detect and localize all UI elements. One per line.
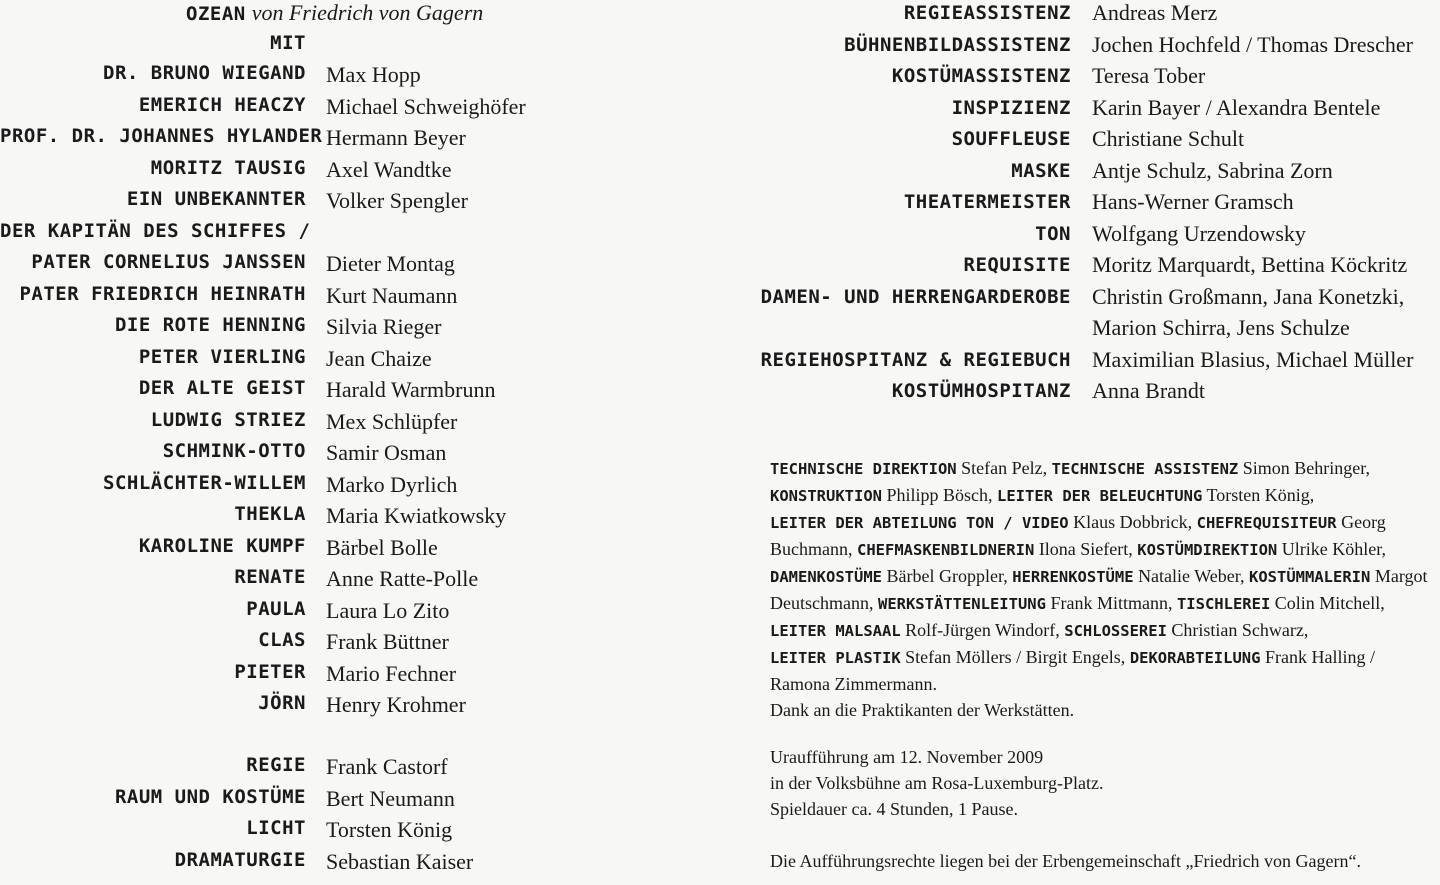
cast-role: RENATE bbox=[234, 566, 306, 588]
staff-row bbox=[700, 250, 1440, 282]
tech-role: KOSTÜMMALERIN bbox=[1249, 568, 1371, 586]
staff-role: REGIEHOSPITANZ & REGIEBUCH bbox=[760, 348, 1071, 371]
cast-actor: Volker Spengler bbox=[326, 188, 468, 213]
tech-name: Stefan Pelz, bbox=[961, 458, 1048, 478]
staff-name: Christin Großmann, Jana Konetzki, bbox=[1092, 283, 1405, 309]
staff-name: Karin Bayer / Alexandra Bentele bbox=[1092, 94, 1381, 120]
tech-role: LEITER PLASTIK bbox=[770, 649, 901, 667]
cast-row bbox=[0, 405, 1440, 437]
tech-role: LEITER MALSAAL bbox=[770, 622, 901, 640]
staff-row bbox=[700, 376, 1440, 408]
staff-name: Marion Schirra, Jens Schulze bbox=[1092, 315, 1350, 340]
staff-name: Teresa Tober bbox=[1092, 63, 1206, 88]
cast-role: EMERICH HEACZY bbox=[138, 93, 306, 116]
cast-role: PATER FRIEDRICH HEINRATH bbox=[19, 282, 306, 305]
tech-role: WERKSTÄTTENLEITUNG bbox=[877, 595, 1046, 613]
rights-notice: Die Aufführungsrechte liegen bei der Erbengemeinschaft „Friedrich von Gagern“. bbox=[770, 851, 1361, 871]
technical-credits bbox=[770, 455, 1430, 723]
tech-name: Frank Halling / Ramona Zimmermann. bbox=[770, 647, 1375, 694]
cast-actor: Laura Lo Zito bbox=[326, 597, 450, 623]
tech-name: Natalie Weber, bbox=[1138, 566, 1245, 586]
creative-role: DRAMATURGIE bbox=[174, 848, 306, 871]
staff-name: Christiane Schult bbox=[1092, 126, 1245, 151]
cast-actor: Bärbel Bolle bbox=[326, 534, 438, 560]
thanks-line: Dank an die Praktikanten der Werkstätten. bbox=[770, 700, 1075, 720]
staff-role: BÜHNENBILDASSISTENZ bbox=[844, 33, 1071, 56]
creative-name: Bert Neumann bbox=[326, 785, 455, 811]
tech-role: DAMENKOSTÜME bbox=[770, 568, 882, 586]
tech-name: Margot Deutschmann, bbox=[770, 566, 1428, 613]
cast-actor: Jean Chaize bbox=[326, 345, 432, 371]
cast-actor: Axel Wandtke bbox=[326, 156, 452, 182]
creative-role: LICHT bbox=[246, 817, 306, 839]
cast-actor: Dieter Montag bbox=[326, 251, 455, 276]
staff-row bbox=[700, 345, 1440, 377]
creative-name: Frank Castorf bbox=[326, 754, 448, 779]
staff-name: Wolfgang Urzendowsky bbox=[1092, 220, 1306, 246]
cast-role: LUDWIG STRIEZ bbox=[150, 408, 306, 431]
staff-row bbox=[700, 156, 1440, 188]
cast-actor: Henry Krohmer bbox=[326, 692, 466, 717]
staff-name: Maximilian Blasius, Michael Müller bbox=[1092, 346, 1414, 372]
staff-role: SOUFFLEUSE bbox=[951, 128, 1071, 150]
staff-name: Anna Brandt bbox=[1092, 378, 1206, 403]
cast-actor: Marko Dyrlich bbox=[326, 471, 458, 497]
tech-name: Stefan Möllers / Birgit Engels, bbox=[905, 647, 1126, 667]
play-title-row bbox=[186, 0, 483, 26]
creative-name: Sebastian Kaiser bbox=[326, 848, 474, 874]
creative-name: Torsten König bbox=[326, 817, 453, 842]
staff-row bbox=[700, 93, 1440, 125]
tech-role: KOSTÜMDIREKTION bbox=[1137, 541, 1278, 559]
staff-name: Jochen Hochfeld / Thomas Drescher bbox=[1092, 31, 1413, 57]
cast-role: DER ALTE GEIST bbox=[138, 377, 306, 399]
cast-role: DER KAPITÄN DES SCHIFFES / bbox=[0, 219, 311, 242]
tech-name: Simon Behringer, bbox=[1242, 458, 1371, 478]
tech-name: Philipp Bösch, bbox=[886, 485, 993, 505]
tech-role: KONSTRUKTION bbox=[770, 487, 882, 505]
cast-role: DIE ROTE HENNING bbox=[114, 314, 306, 336]
staff-role: INSPIZIENZ bbox=[951, 96, 1071, 119]
staff-role: TON bbox=[1035, 222, 1071, 245]
cast-role: SCHLÄCHTER-WILLEM bbox=[103, 471, 306, 494]
cast-actor: Harald Warmbrunn bbox=[326, 377, 496, 402]
cast-role: PATER CORNELIUS JANSSEN bbox=[31, 251, 306, 273]
cast-role: DR. BRUNO WIEGAND bbox=[103, 62, 306, 84]
staff-row bbox=[700, 124, 1440, 156]
staff-name: Moritz Marquardt, Bettina Köckritz bbox=[1092, 252, 1408, 277]
premiere-info bbox=[770, 744, 1430, 822]
staff-role: MASKE bbox=[1011, 159, 1071, 182]
cast-role: PETER VIERLING bbox=[138, 345, 306, 368]
tech-role: TECHNISCHE DIREKTION bbox=[770, 460, 957, 478]
cast-actor: Maria Kwiatkowsky bbox=[326, 503, 507, 528]
play-subtitle: von Friedrich von Gagern bbox=[251, 0, 484, 25]
play-title: OZEAN bbox=[186, 3, 246, 25]
tech-role: SCHLOSSEREI bbox=[1064, 622, 1167, 640]
tech-name: Klaus Dobbrick, bbox=[1073, 512, 1193, 532]
staff-row bbox=[700, 30, 1440, 62]
staff-role: REGIEASSISTENZ bbox=[903, 2, 1071, 24]
premiere-date: Uraufführung am 12. November 2009 bbox=[770, 747, 1044, 767]
tech-name: Torsten König, bbox=[1206, 485, 1315, 505]
cast-actor: Kurt Naumann bbox=[326, 282, 458, 308]
tech-name: Ulrike Köhler, bbox=[1281, 539, 1387, 559]
tech-role: TECHNISCHE ASSISTENZ bbox=[1051, 460, 1239, 478]
premiere-venue: in der Volksbühne am Rosa-Luxemburg-Platz. bbox=[770, 773, 1104, 793]
cast-role: KAROLINE KUMPF bbox=[138, 534, 306, 557]
creative-role: RAUM UND KOSTÜME bbox=[114, 785, 306, 808]
staff-row bbox=[700, 187, 1440, 219]
creative-role: REGIE bbox=[246, 754, 306, 776]
staff-row bbox=[700, 313, 1440, 345]
cast-role: SCHMINK-OTTO bbox=[162, 440, 306, 462]
staff-role: THEATERMEISTER bbox=[903, 191, 1071, 213]
staff-row bbox=[700, 219, 1440, 251]
tech-role: LEITER DER BELEUCHTUNG bbox=[997, 487, 1203, 505]
tech-name: Rolf-Jürgen Windorf, bbox=[905, 620, 1060, 640]
tech-role: CHEFREQUISITEUR bbox=[1196, 514, 1337, 532]
cast-actor: Silvia Rieger bbox=[326, 314, 442, 339]
cast-actor: Mario Fechner bbox=[326, 660, 457, 686]
staff-row bbox=[700, 61, 1440, 93]
tech-name: Christian Schwarz, bbox=[1171, 620, 1309, 640]
staff-name: Hans-Werner Gramsch bbox=[1092, 189, 1294, 214]
tech-role: HERRENKOSTÜME bbox=[1012, 568, 1134, 586]
tech-role: CHEFMASKENBILDNERIN bbox=[857, 541, 1035, 559]
staff-name: Andreas Merz bbox=[1092, 0, 1218, 25]
tech-role: TISCHLEREI bbox=[1176, 595, 1271, 613]
cast-actor: Frank Büttner bbox=[326, 629, 449, 654]
tech-name: Colin Mitchell, bbox=[1274, 593, 1385, 613]
tech-role: DEKORABTEILUNG bbox=[1129, 649, 1261, 667]
premiere-duration: Spieldauer ca. 4 Stunden, 1 Pause. bbox=[770, 799, 1018, 819]
staff-row bbox=[700, 0, 1440, 30]
tech-name: Bärbel Groppler, bbox=[886, 566, 1008, 586]
cast-role: CLAS bbox=[258, 629, 306, 651]
cast-actor: Hermann Beyer bbox=[326, 125, 466, 150]
cast-role: EIN UNBEKANNTER bbox=[126, 188, 306, 210]
cast-actor: Mex Schlüpfer bbox=[326, 408, 458, 434]
staff-role: DAMEN- UND HERRENGARDEROBE bbox=[760, 285, 1071, 308]
cast-role: PROF. DR. JOHANNES HYLANDER bbox=[0, 125, 323, 147]
cast-actor: Max Hopp bbox=[326, 62, 421, 87]
staff-role: KOSTÜMHOSPITANZ bbox=[891, 380, 1071, 402]
cast-role: MORITZ TAUSIG bbox=[150, 156, 306, 179]
cast-role: THEKLA bbox=[234, 503, 306, 525]
cast-role: PIETER bbox=[234, 660, 306, 683]
staff-role: KOSTÜMASSISTENZ bbox=[891, 65, 1071, 87]
staff-name: Antje Schulz, Sabrina Zorn bbox=[1092, 157, 1333, 183]
tech-name: Georg Buchmann, bbox=[770, 512, 1386, 559]
cast-actor: Michael Schweighöfer bbox=[326, 93, 526, 119]
staff-role: REQUISITE bbox=[963, 254, 1071, 276]
cast-role: JÖRN bbox=[258, 692, 306, 714]
tech-name: Ilona Siefert, bbox=[1038, 539, 1133, 559]
staff-row bbox=[700, 282, 1440, 314]
cast-actor: Anne Ratte-Polle bbox=[326, 566, 479, 591]
tech-role: LEITER DER ABTEILUNG TON / VIDEO bbox=[770, 514, 1069, 532]
cast-role: PAULA bbox=[246, 597, 306, 620]
tech-name: Frank Mittmann, bbox=[1050, 593, 1173, 613]
cast-intro: MIT bbox=[270, 32, 306, 54]
cast-actor: Samir Osman bbox=[326, 440, 447, 465]
